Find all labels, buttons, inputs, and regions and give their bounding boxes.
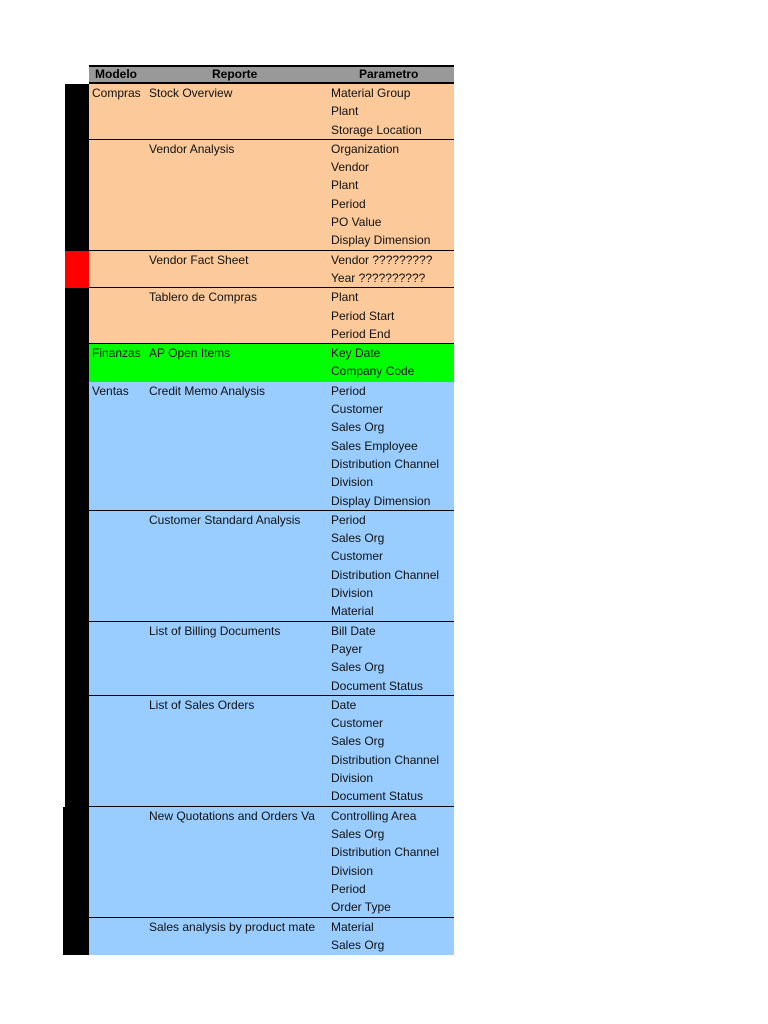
header-row (89, 65, 454, 84)
parametro-item: Sales Org (331, 531, 385, 546)
parametro-item: Payer (331, 641, 363, 656)
parametro-item: Period Start (331, 308, 395, 323)
parametro-item: Period (331, 383, 366, 398)
parametro-item: Period (331, 881, 366, 896)
parametro-item: Sales Org (331, 937, 385, 952)
cell-parametros (331, 140, 430, 250)
parametro-item: Material (331, 604, 374, 619)
table-row (89, 140, 454, 251)
parametro-item: Vendor ????????? (331, 252, 433, 267)
parametro-item: Sales Employee (331, 438, 418, 453)
parametro-item: Controlling Area (331, 808, 417, 823)
cell-reporte: AP Open Items (149, 346, 231, 361)
parametro-item: Period (331, 512, 366, 527)
cell-reporte: List of Billing Documents (149, 623, 281, 638)
left-bar-segment (63, 807, 89, 955)
left-bar-segment (65, 84, 89, 251)
table-row (89, 251, 454, 289)
cell-parametros (331, 344, 414, 381)
cell-reporte: Vendor Analysis (149, 141, 235, 156)
parametro-item: Distribution Channel (331, 752, 440, 767)
cell-parametros (331, 382, 439, 510)
parametro-item: Division (331, 863, 374, 878)
cell-parametros (331, 84, 422, 139)
parametro-item: Distribution Channel (331, 567, 440, 582)
header-modelo: Modelo (95, 67, 137, 81)
cell-reporte: Customer Standard Analysis (149, 512, 301, 527)
parametro-item: Plant (331, 290, 359, 305)
parametro-item: Date (331, 697, 357, 712)
parametro-item: Customer (331, 549, 384, 564)
parametro-item: Key Date (331, 346, 381, 361)
parametro-item: Display Dimension (331, 233, 431, 248)
table-row (89, 918, 454, 956)
parametro-item: Sales Org (331, 420, 385, 435)
table-row (89, 344, 454, 382)
header-parametro: Parametro (359, 67, 419, 81)
cell-parametros (331, 251, 432, 288)
cell-parametros (331, 918, 384, 955)
cell-reporte: Sales analysis by product mate (149, 919, 316, 934)
cell-parametros (331, 622, 423, 695)
table-row (89, 288, 454, 344)
table-row (89, 84, 454, 140)
parametro-item: Division (331, 771, 374, 786)
cell-parametros (331, 807, 439, 917)
parametro-item: Material Group (331, 86, 411, 100)
table-row (89, 807, 454, 918)
parametro-item: Distribution Channel (331, 456, 440, 471)
parametro-item: Sales Org (331, 660, 385, 675)
parametro-item: Division (331, 475, 374, 490)
cell-reporte: Credit Memo Analysis (149, 383, 266, 398)
parametro-item: Company Code (331, 364, 415, 379)
parametro-item: Material (331, 919, 374, 934)
parametro-item: PO Value (331, 215, 382, 230)
cell-parametros (331, 696, 439, 806)
parametro-item: Distribution Channel (331, 845, 440, 860)
cell-modelo: Finanzas (92, 346, 141, 361)
cell-modelo: Compras (92, 86, 141, 100)
left-bar-highlight (65, 251, 89, 289)
parametro-item: Plant (331, 178, 359, 193)
parametro-item: Display Dimension (331, 493, 431, 508)
cell-modelo: Ventas (92, 383, 129, 398)
cell-reporte: Stock Overview (149, 86, 233, 100)
parametro-item: Bill Date (331, 623, 376, 638)
parametro-item: Year ?????????? (331, 270, 426, 285)
left-bar-segment (65, 288, 89, 806)
parametro-item: Document Status (331, 789, 424, 804)
parametro-item: Document Status (331, 678, 424, 693)
parametro-item: Period (331, 196, 366, 211)
cell-parametros (331, 288, 394, 343)
parametro-item: Period End (331, 326, 391, 341)
parametro-item: Customer (331, 402, 384, 417)
table-row (89, 382, 454, 511)
header-reporte: Reporte (212, 67, 258, 81)
cell-reporte: New Quotations and Orders Va (149, 808, 315, 823)
table-row (89, 622, 454, 696)
cell-reporte: Tablero de Compras (149, 290, 258, 305)
cell-reporte: Vendor Fact Sheet (149, 252, 249, 267)
parametro-item: Vendor (331, 160, 370, 175)
cell-reporte: List of Sales Orders (149, 697, 255, 712)
table-row (89, 511, 454, 622)
parametro-item: Order Type (331, 900, 391, 915)
parametro-item: Organization (331, 141, 400, 156)
table-row (89, 696, 454, 807)
parametro-item: Sales Org (331, 826, 385, 841)
parametro-item: Storage Location (331, 122, 422, 137)
parametro-item: Plant (331, 104, 359, 119)
parametro-item: Division (331, 586, 374, 601)
parametro-item: Customer (331, 716, 384, 731)
parametro-item: Sales Org (331, 734, 385, 749)
cell-parametros (331, 511, 439, 621)
